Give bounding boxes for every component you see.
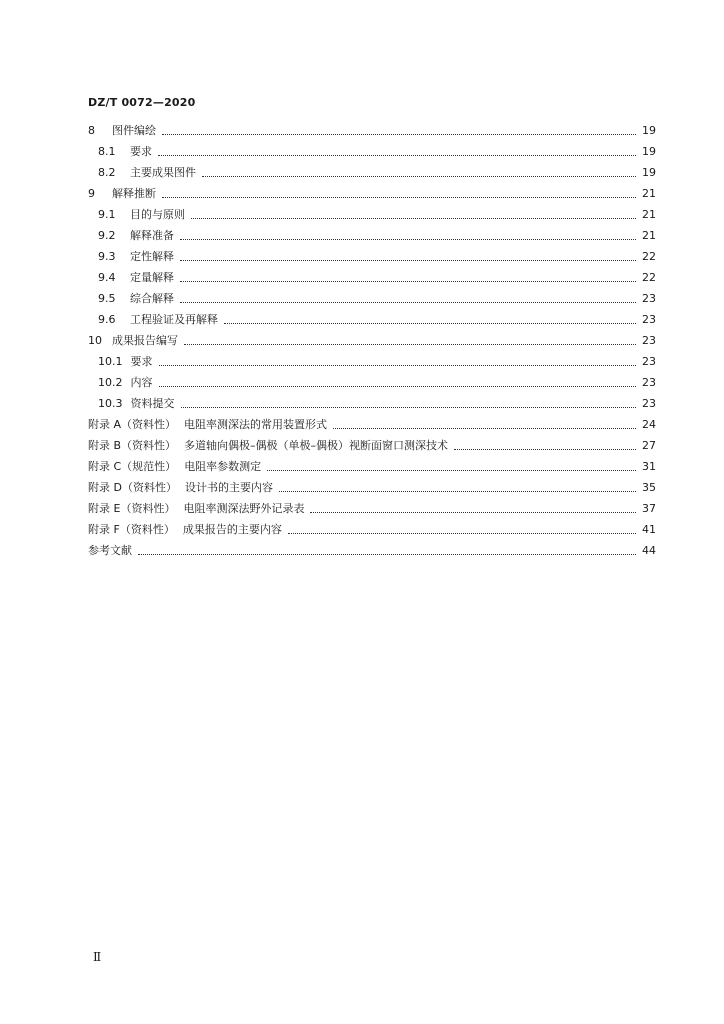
toc-entry-title: 目的与原则 [130,208,185,221]
toc-dot-leader [159,365,637,366]
toc-dot-leader [267,470,636,471]
toc-entry-title: 要求 [130,145,152,158]
toc-entry-page: 23 [642,397,656,410]
toc-entry-page: 19 [642,166,656,179]
toc-entry[interactable] [88,502,656,516]
toc-entry-number: 附录 A（资料性） [88,418,177,431]
toc-entry-number: 附录 D（资料性） [88,481,177,494]
toc-entry-number: 9.2 [98,229,116,242]
toc-entry-number: 10.1 [98,355,123,368]
toc-entry[interactable] [98,271,656,285]
toc-entry-number: 9.5 [98,292,116,305]
toc-entry-number: 8.2 [98,166,116,179]
toc-dot-leader [158,155,636,156]
toc-entry-title: 内容 [130,376,153,389]
toc-entry-page: 37 [642,502,656,515]
toc-entry-title: 成果报告编写 [112,334,178,347]
toc-entry-page: 23 [642,376,656,389]
toc-entry[interactable] [98,229,656,243]
toc-entry[interactable] [88,187,656,201]
toc-dot-leader [184,344,636,345]
toc-entry-page: 19 [642,145,656,158]
toc-entry-page: 23 [642,334,656,347]
toc-entry-number: 9 [88,187,95,200]
toc-entry-number: 8.1 [98,145,116,158]
toc-dot-leader [180,239,636,240]
toc-entry[interactable] [88,418,656,432]
toc-entry-number: 9.1 [98,208,116,221]
document-code: DZ/T 0072—2020 [88,96,196,109]
toc-dot-leader [279,491,636,492]
toc-dot-leader [180,281,636,282]
toc-entry[interactable] [98,397,656,411]
toc-entry-title: 综合解释 [130,292,174,305]
toc-entry-page: 41 [642,523,656,536]
page-number: Ⅱ [93,950,102,964]
toc-entry-number: 10.2 [98,376,123,389]
toc-entry-page: 27 [642,439,656,452]
toc-entry-title: 工程验证及再解释 [130,313,218,326]
toc-entry[interactable] [98,208,656,222]
toc-entry-page: 31 [642,460,656,473]
toc-entry[interactable] [88,124,656,138]
toc-dot-leader [224,323,636,324]
toc-entry-title: 电阻率测深法野外记录表 [183,502,305,515]
toc-entry-number: 8 [88,124,95,137]
toc-entry-page: 21 [642,208,656,221]
toc-entry-title: 主要成果图件 [130,166,196,179]
toc-entry-title: 定性解释 [130,250,174,263]
toc-dot-leader [138,554,636,555]
toc-dot-leader [180,302,636,303]
toc-entry-number: 附录 C（规范性） [88,460,177,473]
toc-dot-leader [162,134,636,135]
toc-entry-number: 10.3 [98,397,123,410]
toc-entry[interactable] [88,523,656,537]
toc-entry-page: 21 [642,187,656,200]
toc-entry-page: 35 [642,481,656,494]
toc-entry[interactable] [88,334,656,348]
toc-dot-leader [181,407,637,408]
toc-entry-title: 要求 [130,355,153,368]
toc-entry-page: 22 [642,271,656,284]
toc-entry-title: 电阻率参数测定 [184,460,262,473]
toc-entry-title: 解释准备 [130,229,174,242]
toc-entry-number: 附录 F（资料性） [88,523,175,536]
toc-entry-number: 9.6 [98,313,116,326]
toc-entry-page: 44 [642,544,656,557]
toc-entry-page: 19 [642,124,656,137]
toc-entry-title: 图件编绘 [112,124,156,137]
toc-dot-leader [162,197,636,198]
toc-entry-page: 23 [642,292,656,305]
toc-dot-leader [454,449,636,450]
toc-entry-number: 附录 E（资料性） [88,502,176,515]
toc-entry-title: 多道轴向偶极–偶极（单极–偶极）视断面窗口测深技术 [184,439,449,452]
toc-entry-title: 设计书的主要内容 [184,481,273,494]
toc-dot-leader [180,260,636,261]
toc-entry[interactable] [98,166,656,180]
toc-dot-leader [159,386,637,387]
toc-entry[interactable] [88,460,656,474]
toc-entry[interactable] [98,250,656,264]
toc-entry-page: 24 [642,418,656,431]
toc-dot-leader [288,533,636,534]
toc-entry[interactable] [98,355,656,369]
toc-entry-title: 电阻率测深法的常用装置形式 [184,418,328,431]
toc-entry[interactable] [98,292,656,306]
toc-entry-number: 9.4 [98,271,116,284]
toc-dot-leader [333,428,636,429]
toc-entry-title: 参考文献 [88,544,132,557]
toc-entry[interactable] [98,313,656,327]
toc-entry[interactable] [98,376,656,390]
toc-entry-page: 23 [642,355,656,368]
toc-entry-number: 10 [88,334,102,347]
toc-dot-leader [191,218,636,219]
toc-entry-number: 附录 B（资料性） [88,439,177,452]
toc-entry-page: 23 [642,313,656,326]
toc-entry-title: 定量解释 [130,271,174,284]
toc-dot-leader [310,512,636,513]
toc-entry[interactable] [88,481,656,495]
toc-entry-title: 解释推断 [112,187,156,200]
toc-entry-title: 成果报告的主要内容 [182,523,282,536]
toc-entry-page: 22 [642,250,656,263]
toc-entry[interactable] [88,439,656,453]
toc-entry-number: 9.3 [98,250,116,263]
toc-dot-leader [202,176,636,177]
toc-entry[interactable] [98,145,656,159]
toc-entry-title: 资料提交 [130,397,175,410]
toc-entry-page: 21 [642,229,656,242]
toc-entry[interactable] [88,544,656,558]
